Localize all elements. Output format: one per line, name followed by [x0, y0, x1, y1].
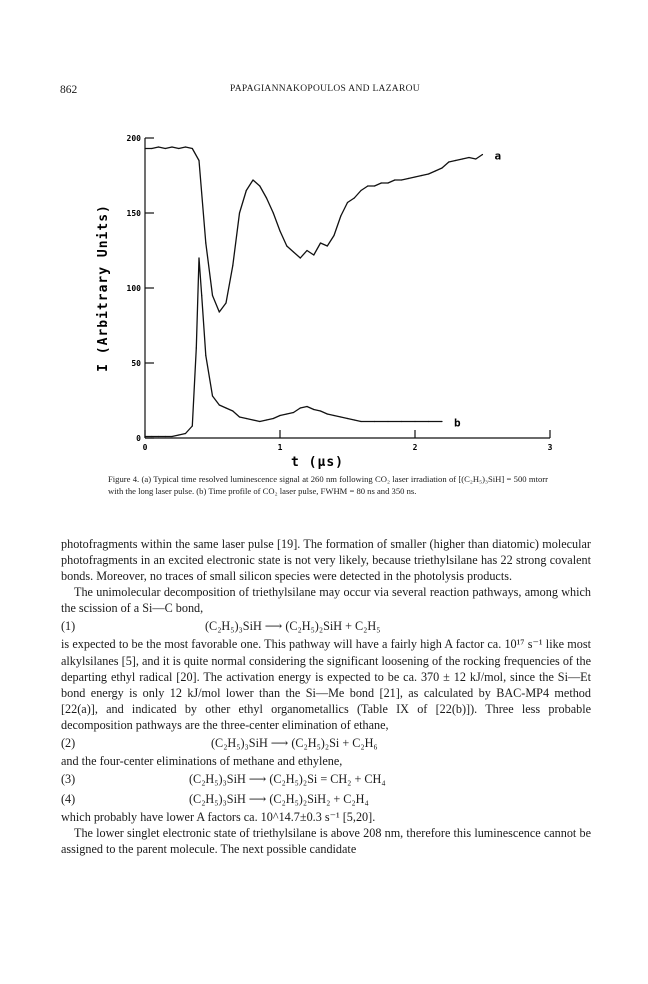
- series-a-line: [145, 147, 483, 312]
- series-a-point: [192, 148, 193, 149]
- series-a-point: [482, 154, 483, 155]
- series-a-point: [219, 311, 220, 312]
- series-b-point: [279, 415, 280, 416]
- chart-series: [144, 146, 483, 437]
- series-a-point: [448, 161, 449, 162]
- series-a-point: [435, 170, 436, 171]
- y-axis-label: I (Arbitrary Units): [96, 204, 111, 372]
- paragraph: The unimolecular decomposition of triethylsilane may occur via several reaction pathways, among which the scission of a Si—C bond,: [61, 585, 591, 616]
- chart-labels: [96, 134, 553, 470]
- series-a-point: [259, 185, 260, 186]
- body-text: [61, 536, 591, 857]
- equation-expression: (C₂H₅)₃SiH ⟶ (C₂H₅)₂SiH₂ + C₂H₄: [189, 792, 369, 807]
- equation-4: [61, 789, 591, 809]
- series-a-point: [340, 215, 341, 216]
- series-a-point: [273, 212, 274, 213]
- series-a-point: [320, 242, 321, 243]
- series-b-point: [178, 434, 179, 435]
- series-b-point: [171, 436, 172, 437]
- series-b-point: [158, 436, 159, 437]
- series-a-point: [205, 242, 206, 243]
- series-a-point: [279, 230, 280, 231]
- series-a-point: [421, 175, 422, 176]
- equation-1: [61, 616, 591, 636]
- y-tick-label: 0: [136, 434, 141, 443]
- series-b-point: [374, 421, 375, 422]
- series-b-point: [225, 407, 226, 408]
- paragraph: The lower singlet electronic state of triethylsilane is above 208 nm, therefore this luminescence cannot be assigned to the parent molecule. The next possible candidate: [61, 826, 591, 857]
- series-a-point: [414, 176, 415, 177]
- x-tick-label: 1: [277, 443, 283, 452]
- series-label-a: a: [494, 149, 502, 163]
- series-b-point: [387, 421, 388, 422]
- series-b-point: [340, 416, 341, 417]
- series-b-point: [273, 418, 274, 419]
- series-b-point: [300, 407, 301, 408]
- series-a-point: [178, 148, 179, 149]
- series-a-point: [158, 146, 159, 147]
- series-a-point: [441, 167, 442, 168]
- x-tick-label: 3: [547, 443, 553, 452]
- luminescence-figure: [0, 0, 648, 472]
- series-b-point: [414, 421, 415, 422]
- series-b-point: [185, 433, 186, 434]
- series-a-point: [293, 251, 294, 252]
- series-b-point: [347, 418, 348, 419]
- series-b-line: [145, 258, 442, 437]
- series-a-point: [239, 212, 240, 213]
- series-b-point: [266, 419, 267, 420]
- equation-2: [61, 733, 591, 753]
- paragraph: and the four-center eliminations of methane and ethylene,: [61, 754, 343, 769]
- series-b-point: [441, 421, 442, 422]
- x-tick-label: 0: [142, 443, 148, 452]
- series-b-point: [320, 410, 321, 411]
- series-a-point: [428, 173, 429, 174]
- series-b-point: [259, 421, 260, 422]
- series-b-point: [306, 406, 307, 407]
- series-label-b: b: [454, 416, 461, 430]
- series-b-point: [293, 412, 294, 413]
- equation-number: (2): [61, 736, 76, 751]
- series-b-point: [205, 355, 206, 356]
- series-a-point: [475, 158, 476, 159]
- series-b-point: [246, 418, 247, 419]
- equation-3: [61, 769, 591, 789]
- series-a-point: [360, 190, 361, 191]
- equation-number: (1): [61, 619, 76, 634]
- series-a-point: [394, 179, 395, 180]
- series-a-point: [462, 158, 463, 159]
- series-a-point: [408, 178, 409, 179]
- series-a-point: [252, 179, 253, 180]
- series-b-point: [333, 415, 334, 416]
- series-a-point: [266, 197, 267, 198]
- series-b-point: [401, 421, 402, 422]
- equation-number: (4): [61, 792, 76, 807]
- series-a-point: [185, 146, 186, 147]
- equation-expression: (C₂H₅)₃SiH ⟶ (C₂H₅)₂Si + C₂H₆: [211, 736, 378, 751]
- equation-expression: (C₂H₅)₃SiH ⟶ (C₂H₅)₂SiH + C₂H₅: [205, 619, 381, 634]
- series-a-point: [246, 190, 247, 191]
- series-b-point: [232, 410, 233, 411]
- series-a-point: [144, 148, 145, 149]
- series-b-point: [144, 436, 145, 437]
- series-b-point: [239, 416, 240, 417]
- equation-number: (3): [61, 772, 76, 787]
- x-axis-label: t (µs): [291, 455, 344, 470]
- series-a-point: [401, 179, 402, 180]
- series-b-point: [286, 413, 287, 414]
- series-a-point: [198, 160, 199, 161]
- series-b-point: [219, 404, 220, 405]
- series-b-point: [212, 395, 213, 396]
- series-b-point: [428, 421, 429, 422]
- series-b-point: [198, 257, 199, 258]
- series-b-point: [313, 409, 314, 410]
- series-a-point: [387, 182, 388, 183]
- series-a-point: [354, 197, 355, 198]
- paragraph: photofragments within the same laser pulse [19]. The formation of smaller (higher than diatomic) molecular photofragments in an excited electronic state is not very likely, because triethylsilane has 22 strong covalent bonds. Moreover, no traces of small silicon species were detected in the photolysis products.: [61, 537, 591, 584]
- series-a-point: [151, 148, 152, 149]
- paragraph: which probably have lower A factors ca. 10^14.7±0.3 s⁻¹ [5,20].: [61, 810, 376, 825]
- page-number: 862: [60, 84, 78, 96]
- x-tick-label: 2: [412, 443, 418, 452]
- series-a-point: [286, 245, 287, 246]
- series-b-point: [327, 413, 328, 414]
- paragraph: is expected to be the most favorable one. This pathway will have a fairly high A factor ca. 10¹⁷ s⁻¹ like most alkylsilanes [5], and it is quite normal considering the significant loosening of the rocking frequencies of the departing ethyl radical [20]. The activation energy is expected to be ca. 370 ± 12 kJ/mol, since the Si—Et bond energy is only 12 kJ/mol lower than the Si—Me bond [21], as calculated by BAC-MP4 method [22(a)], and indicated by other ethyl organometallics (Table IX of [22(b)]). Three less probable decomposition pathways are the three-center elimination of ethane,: [61, 637, 591, 732]
- series-b-point: [192, 425, 193, 426]
- series-a-point: [212, 295, 213, 296]
- series-b-point: [201, 295, 202, 296]
- series-a-point: [165, 148, 166, 149]
- equation-expression: (C₂H₅)₃SiH ⟶ (C₂H₅)₂Si = CH₂ + CH₄: [189, 772, 386, 787]
- series-b-point: [196, 347, 197, 348]
- running-head: PAPAGIANNAKOPOULOS AND LAZAROU: [230, 84, 420, 94]
- series-a-point: [381, 182, 382, 183]
- figure-caption: Figure 4. (a) Typical time resolved luminescence signal at 260 nm following CO₂ laser irradiation of [(C₂H₅)₃SiH] = 500 mtorr with the long laser pulse. (b) Time profile of CO₂ laser pulse, FWHM = 80 ns and 350 ns.: [108, 474, 548, 496]
- series-b-point: [354, 419, 355, 420]
- series-b-point: [360, 421, 361, 422]
- series-a-point: [374, 185, 375, 186]
- series-a-point: [455, 160, 456, 161]
- series-a-point: [468, 157, 469, 158]
- y-tick-label: 150: [126, 209, 141, 218]
- series-a-point: [225, 302, 226, 303]
- series-a-point: [306, 250, 307, 251]
- chart-axes: [145, 138, 550, 438]
- y-tick-label: 50: [131, 359, 141, 368]
- series-a-point: [171, 146, 172, 147]
- series-b-point: [151, 436, 152, 437]
- series-a-point: [313, 254, 314, 255]
- series-a-point: [300, 257, 301, 258]
- series-b-point: [252, 419, 253, 420]
- series-a-point: [327, 245, 328, 246]
- series-a-point: [367, 185, 368, 186]
- series-a-point: [232, 265, 233, 266]
- series-a-point: [333, 235, 334, 236]
- y-tick-label: 100: [126, 284, 141, 293]
- y-tick-label: 200: [126, 134, 141, 143]
- series-a-point: [347, 202, 348, 203]
- series-b-point: [165, 436, 166, 437]
